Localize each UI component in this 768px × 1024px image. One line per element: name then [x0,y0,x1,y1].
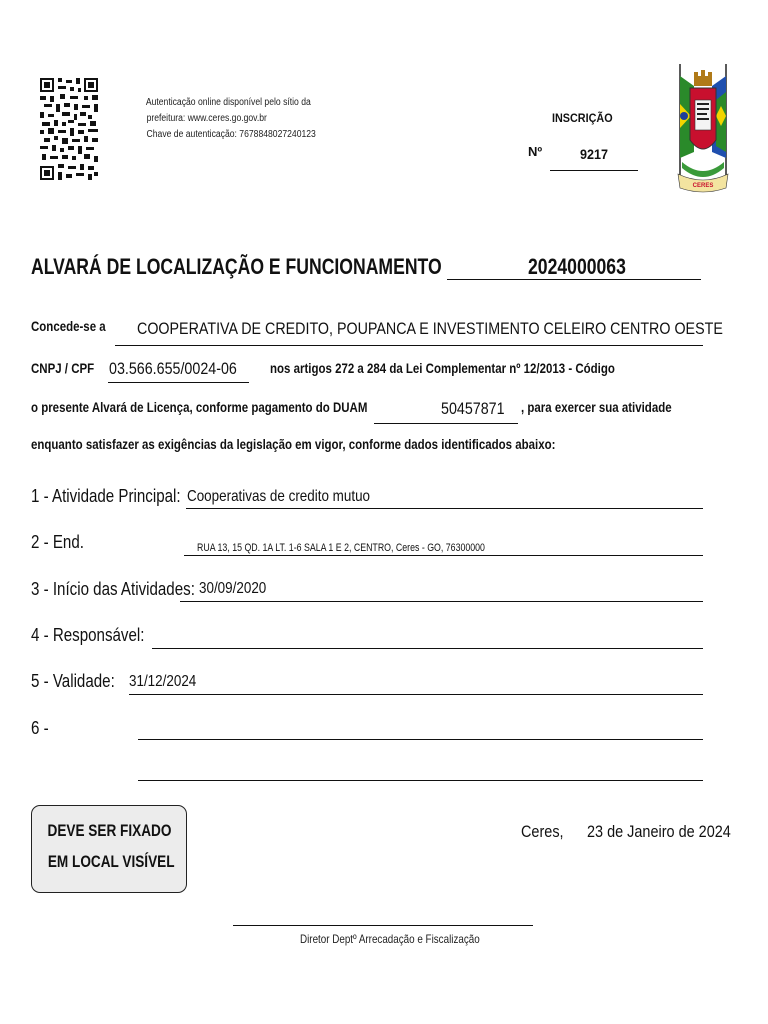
field-1-value: Cooperativas de credito mutuo [187,488,371,505]
city-label: Ceres, [521,822,564,841]
extra-underline [138,780,703,781]
field-4-underline [152,648,703,649]
field-6-underline [138,739,703,740]
field-2-value: RUA 13, 15 QD. 1A LT. 1-6 SALA 1 E 2, CENTRO, Ceres - GO, 76300000 [197,542,485,554]
auth-line-1: Autenticação online disponível pelo sítio da [145,97,311,108]
alvara-number: 2024000063 [528,254,626,279]
field-4-label: 4 - Responsável: [31,625,145,645]
field-5-label: 5 - Validade: [31,671,115,691]
field-3-label: 3 - Início das Atividades: [31,579,195,599]
conditions-text: enquanto satisfazer as exigências da legislação em vigor, conforme dados identificados abaixo: [31,436,556,452]
auth-line-3: Chave de autenticação: 7678848027240123 [146,129,316,140]
qr-code-icon [40,78,98,180]
inscricao-label: INSCRIÇÃO [552,111,613,125]
svg-text:CERES: CERES [692,183,714,189]
field-2-label: 2 - End. [31,532,84,552]
law-reference-text: nos artigos 272 a 284 da Lei Complementar nº 12/2013 - Código [270,360,615,376]
alvara-number-underline [447,279,701,280]
document-title: ALVARÁ DE LOCALIZAÇÃO E FUNCIONAMENTO [31,254,442,279]
inscricao-underline [550,170,638,171]
cnpj-underline [108,382,249,383]
duam-text: o presente Alvará de Licença, conforme pagamento do DUAM [31,399,368,415]
notice-line-1: DEVE SER FIXADO [47,821,172,840]
signature-line [233,925,533,926]
company-underline [115,345,703,346]
field-5-value: 31/12/2024 [129,673,197,690]
cnpj-value: 03.566.655/0024-06 [109,359,237,378]
inscricao-value: 9217 [580,146,609,162]
signature-label: Diretor Deptº Arrecadação e Fiscalização [300,932,480,946]
field-6-label: 6 - [31,718,49,738]
duam-underline [374,423,518,424]
exercise-text: , para exercer sua atividade [521,399,672,415]
field-3-underline [180,601,703,602]
auth-line-2: prefeitura: www.ceres.go.gov.br [146,113,267,124]
field-3-value: 30/09/2020 [199,580,267,597]
concede-label: Concede-se a [31,318,106,334]
duam-value: 50457871 [441,399,505,418]
notice-line-2: EM LOCAL VISÍVEL [47,852,175,871]
field-1-label: 1 - Atividade Principal: [31,486,181,506]
cnpj-label: CNPJ / CPF [31,360,95,376]
field-2-underline [184,555,703,556]
numero-label: Nº [528,144,543,159]
authentication-note [119,95,316,143]
field-5-underline [129,694,703,695]
city-crest-logo [672,62,734,204]
company-name: COOPERATIVA DE CREDITO, POUPANCA E INVESTIMENTO CELEIRO CENTRO OESTE [137,319,723,338]
issue-date: 23 de Janeiro de 2024 [587,822,731,841]
field-1-underline [186,508,703,509]
display-notice-box [31,805,187,893]
